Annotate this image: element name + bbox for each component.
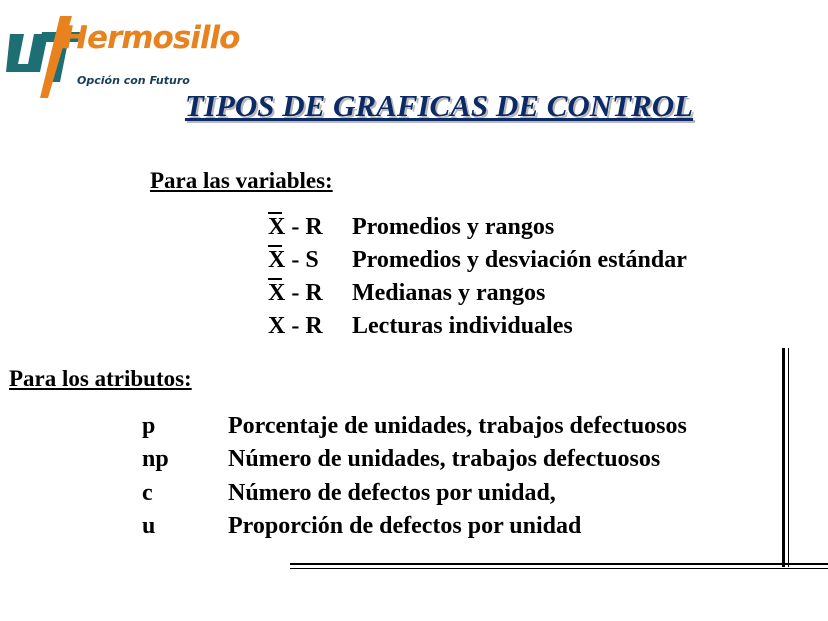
slide-title: TIPOS DE GRAFICAS DE CONTROL (184, 88, 694, 123)
chart-code: np (142, 446, 169, 472)
logo-tagline: Opción con Futuro (77, 74, 190, 87)
chart-code: u (142, 513, 156, 539)
x-bar-overline (268, 245, 282, 247)
chart-description: Promedios y desviación estándar (352, 247, 687, 273)
ut-hermosillo-logo (2, 6, 240, 98)
chart-code: X - R (268, 280, 323, 306)
frame-vertical-line (788, 348, 789, 567)
chart-code: X - R (268, 214, 323, 240)
chart-description: Porcentaje de unidades, trabajos defectuosos (228, 413, 687, 439)
frame-horizontal-line (290, 568, 828, 569)
frame-vertical-line (782, 348, 785, 567)
x-tilde-overline (268, 278, 282, 280)
logo-wordmark: Hermosillo (62, 20, 240, 56)
variables-heading: Para las variables: (150, 168, 333, 193)
x-bar-overline (268, 212, 282, 214)
attributes-heading: Para los atributos: (9, 366, 192, 391)
chart-description: Lecturas individuales (352, 313, 573, 339)
chart-code: X - R (268, 313, 323, 339)
chart-code: X - S (268, 247, 319, 273)
chart-description: Número de defectos por unidad, (228, 480, 556, 506)
chart-description: Número de unidades, trabajos defectuosos (228, 446, 661, 472)
chart-code: c (142, 480, 153, 506)
chart-description: Medianas y rangos (352, 280, 546, 306)
frame-horizontal-line (290, 563, 828, 565)
chart-description: Promedios y rangos (352, 214, 555, 240)
chart-description: Proporción de defectos por unidad (228, 513, 582, 539)
chart-code: p (142, 413, 156, 439)
